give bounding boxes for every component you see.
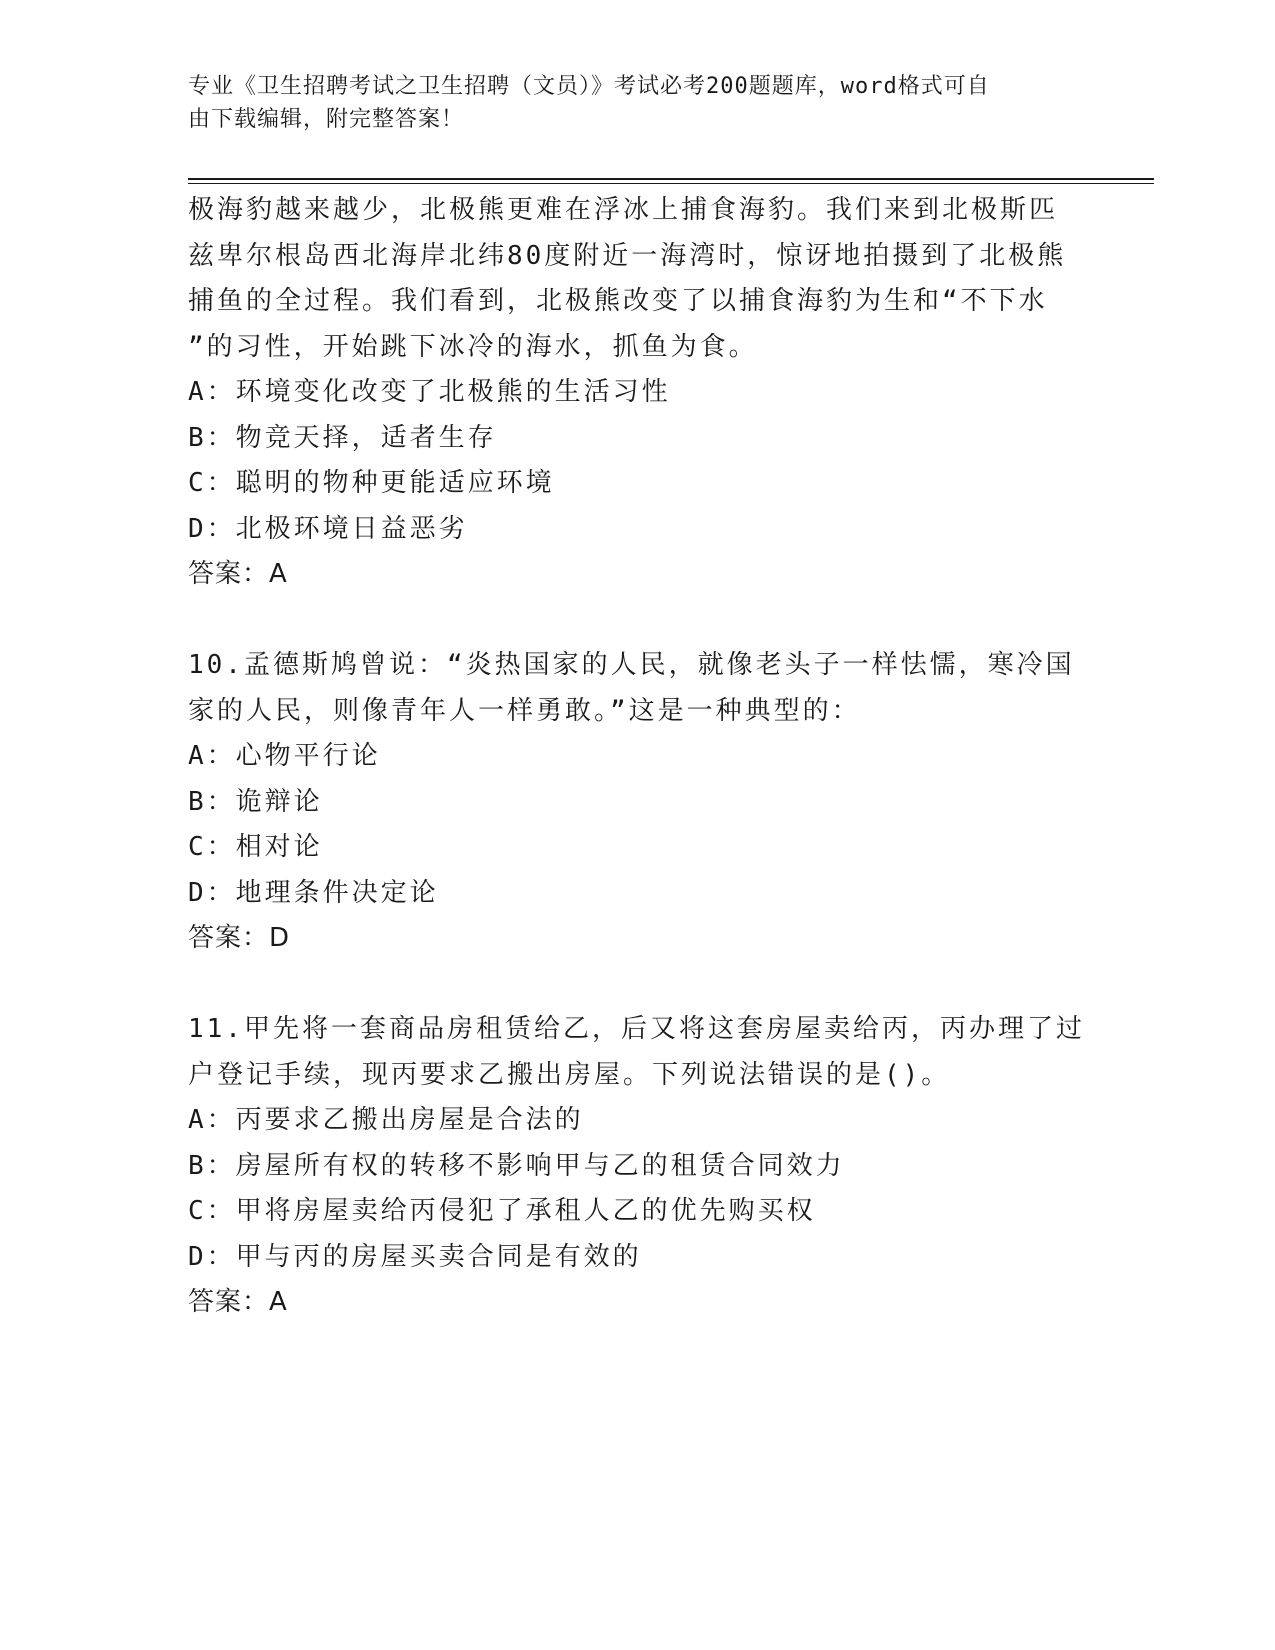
spacer [188,598,1088,644]
option-c: C：甲将房屋卖给丙侵犯了承租人乙的优先购买权 [188,1196,816,1226]
page-header [188,70,1068,136]
question-stem-line: 兹卑尔根岛西北海岸北纬80度附近一海湾时，惊讶地拍摄到了北极熊 [188,240,1067,271]
option-c: C：聪明的物种更能适应环境 [188,468,555,498]
option-a: A：心物平行论 [188,741,381,771]
question-stem-line: 户登记手续，现丙要求乙搬出房屋。下列说法错误的是()。 [188,1059,951,1090]
option-b: B：房屋所有权的转移不影响甲与乙的租赁合同效力 [188,1150,845,1181]
question-9 [188,188,1088,598]
option-c: C：相对论 [188,832,323,862]
answer-line: 答案：D [188,923,291,953]
header-line-1: 专业《卫生招聘考试之卫生招聘（文员）》考试必考200题题库，word格式可自 [188,74,990,99]
option-d: D：甲与丙的房屋买卖合同是有效的 [188,1241,642,1272]
header-divider-thin [188,183,1154,184]
question-stem-line: 家的人民，则像青年人一样勇敢。”这是一种典型的： [188,695,861,726]
answer-line: 答案：A [188,559,288,589]
question-stem-line: 10.孟德斯鸠曾说：“炎热国家的人民，就像老头子一样怯懦，寒冷国 [188,650,1075,680]
question-stem-line: ”的习性，开始跳下冰冷的海水，抓鱼为食。 [188,331,758,362]
header-line-2: 由下载编辑，附完整答案！ [188,107,465,132]
option-b: B：诡辩论 [188,786,323,817]
option-d: D：北极环境日益恶劣 [188,513,468,544]
option-d: D：地理条件决定论 [188,877,439,908]
question-11 [188,1007,1088,1326]
question-stem-line: 捕鱼的全过程。我们看到，北极熊改变了以捕食海豹为生和“不下水 [188,286,1048,316]
option-a: A：丙要求乙搬出房屋是合法的 [188,1105,584,1135]
question-stem-line: 极海豹越来越少，北极熊更难在浮冰上捕食海豹。我们来到北极斯匹 [188,195,1059,225]
question-stem-line: 11.甲先将一套商品房租赁给乙，后又将这套房屋卖给丙，丙办理了过 [188,1014,1085,1044]
question-10 [188,643,1088,962]
option-a: A：环境变化改变了北极熊的生活习性 [188,377,671,407]
document-body [188,188,1088,1326]
header-divider-thick [188,178,1154,180]
spacer [188,962,1088,1008]
option-b: B：物竞天择，适者生存 [188,422,497,453]
answer-line: 答案：A [188,1287,288,1317]
